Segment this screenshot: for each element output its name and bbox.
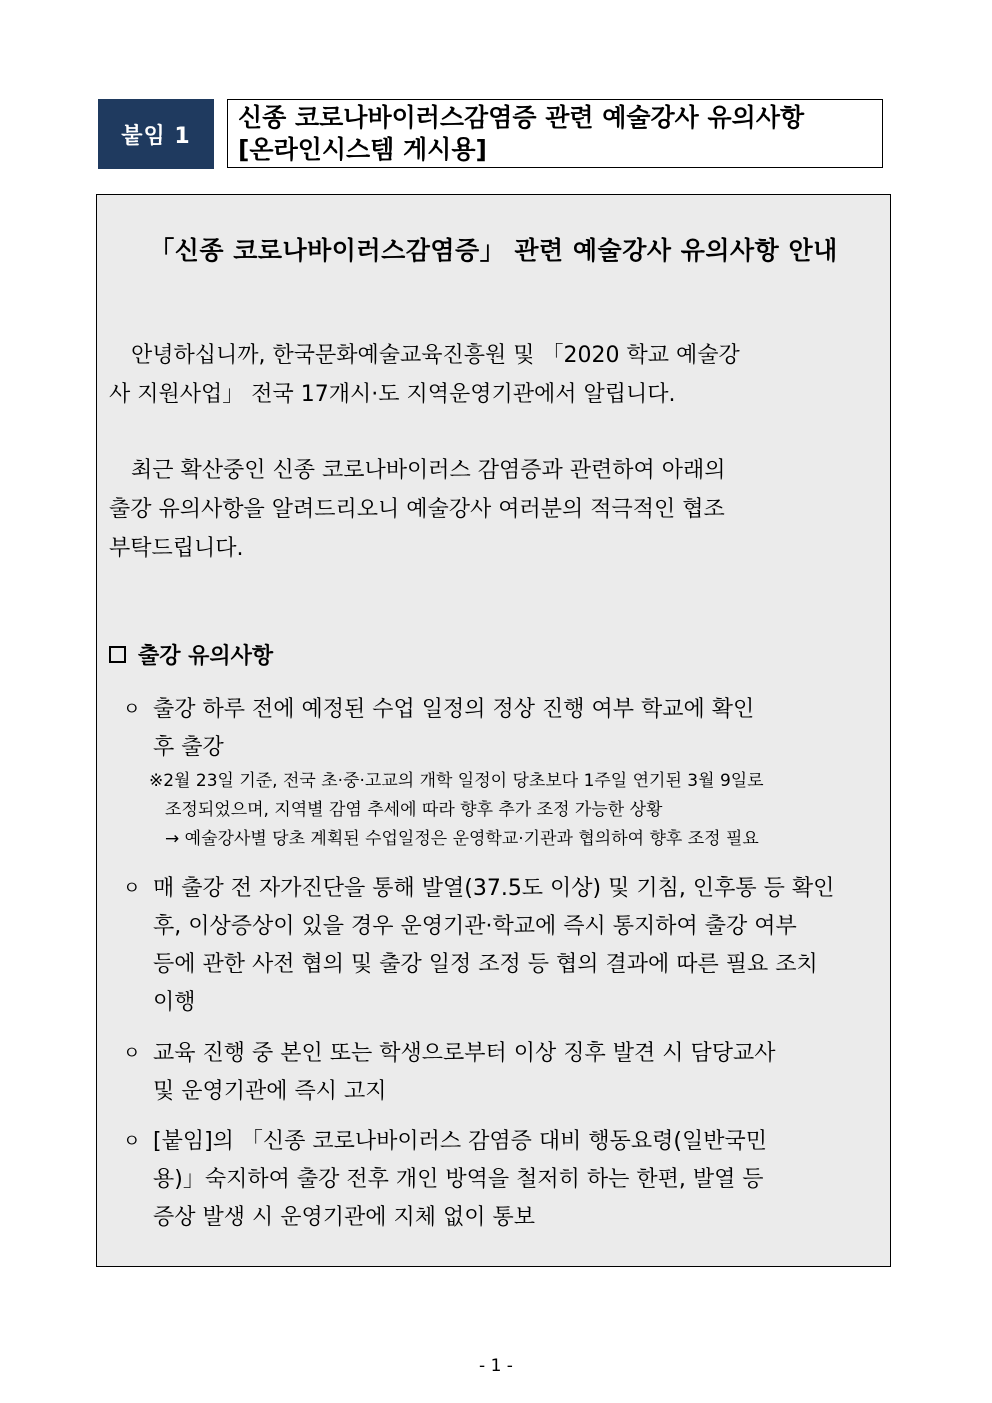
bullet-1-line2: 후 출강 <box>153 735 224 760</box>
checkbox-icon <box>109 646 126 663</box>
bullet-2-line3: 등에 관한 사전 협의 및 출강 일정 조정 등 협의 결과에 따른 필요 조치 <box>153 952 818 977</box>
bullet-4-line1: [붙임]의 「신종 코로나바이러스 감염증 대비 행동요령(일반국민 <box>153 1129 768 1154</box>
document-title <box>227 99 883 168</box>
bullet-circle-icon: ㅇ <box>123 1043 141 1064</box>
bullet-2-line1: 매 출강 전 자가진단을 통해 발열(37.5도 이상) 및 기침, 인후통 등 확인 <box>153 876 835 901</box>
note-line3: → 예술강사별 당초 계획된 수업일정은 운영학교·기관과 협의하여 향후 조정 필요 <box>165 829 759 849</box>
page-number: - 1 - <box>479 1356 513 1376</box>
greeting-line2: 사 지원사업」 전국 17개시·도 지역운영기관에서 알립니다. <box>109 382 676 407</box>
request-line1: 최근 확산중인 신종 코로나바이러스 감염증과 관련하여 아래의 <box>131 458 726 483</box>
request-paragraph <box>109 451 881 568</box>
section-heading <box>109 639 273 670</box>
note-line2: 조정되었으며, 지역별 감염 추세에 따라 향후 추가 조정 가능한 상황 <box>165 800 663 820</box>
bullet-item <box>123 691 883 767</box>
greeting-line1: 안녕하십니까, 한국문화예술교육진흥원 및 「2020 학교 예술강 <box>131 343 740 368</box>
note-line1: ※2월 23일 기준, 전국 초·중·고교의 개학 일정이 당초보다 1주일 연기된 3월 9일로 <box>149 771 764 791</box>
bullet-circle-icon: ㅇ <box>123 878 141 899</box>
bullet-3-line2: 및 운영기관에 즉시 고지 <box>153 1079 387 1104</box>
request-line3: 부탁드립니다. <box>109 536 244 561</box>
bullet-1-line1: 출강 하루 전에 예정된 수업 일정의 정상 진행 여부 학교에 확인 <box>153 697 755 722</box>
bullet-4-line3: 증상 발생 시 운영기관에 지체 없이 통보 <box>153 1205 535 1230</box>
bullet-3-line1: 교육 진행 중 본인 또는 학생으로부터 이상 징후 발견 시 담당교사 <box>153 1041 776 1066</box>
schedule-note <box>149 767 884 854</box>
notice-box <box>96 194 891 1267</box>
notice-heading: 「신종 코로나바이러스감염증」 관련 예술강사 유의사항 안내 <box>149 236 838 265</box>
bullet-item <box>123 1035 883 1111</box>
attachment-tag-label: 붙임 1 <box>121 123 191 149</box>
bullet-circle-icon: ㅇ <box>123 699 141 720</box>
bullet-4-line2: 용)」숙지하여 출강 전후 개인 방역을 철저히 하는 한편, 발열 등 <box>153 1167 764 1192</box>
bullet-item <box>123 870 883 1022</box>
attachment-tag <box>98 99 214 169</box>
bullet-2-line2: 후, 이상증상이 있을 경우 운영기관·학교에 즉시 통지하여 출강 여부 <box>153 914 797 939</box>
bullet-2-line4: 이행 <box>153 990 196 1015</box>
bullet-circle-icon: ㅇ <box>123 1131 141 1152</box>
request-line2: 출강 유의사항을 알려드리오니 예술강사 여러분의 적극적인 협조 <box>109 497 725 522</box>
section-title: 출강 유의사항 <box>138 644 274 669</box>
document-title-line2: [온라인시스템 게시용] <box>238 135 487 164</box>
greeting-paragraph <box>109 336 881 414</box>
document-title-line1: 신종 코로나바이러스감염증 관련 예술강사 유의사항 <box>238 103 805 132</box>
bullet-item <box>123 1123 883 1237</box>
